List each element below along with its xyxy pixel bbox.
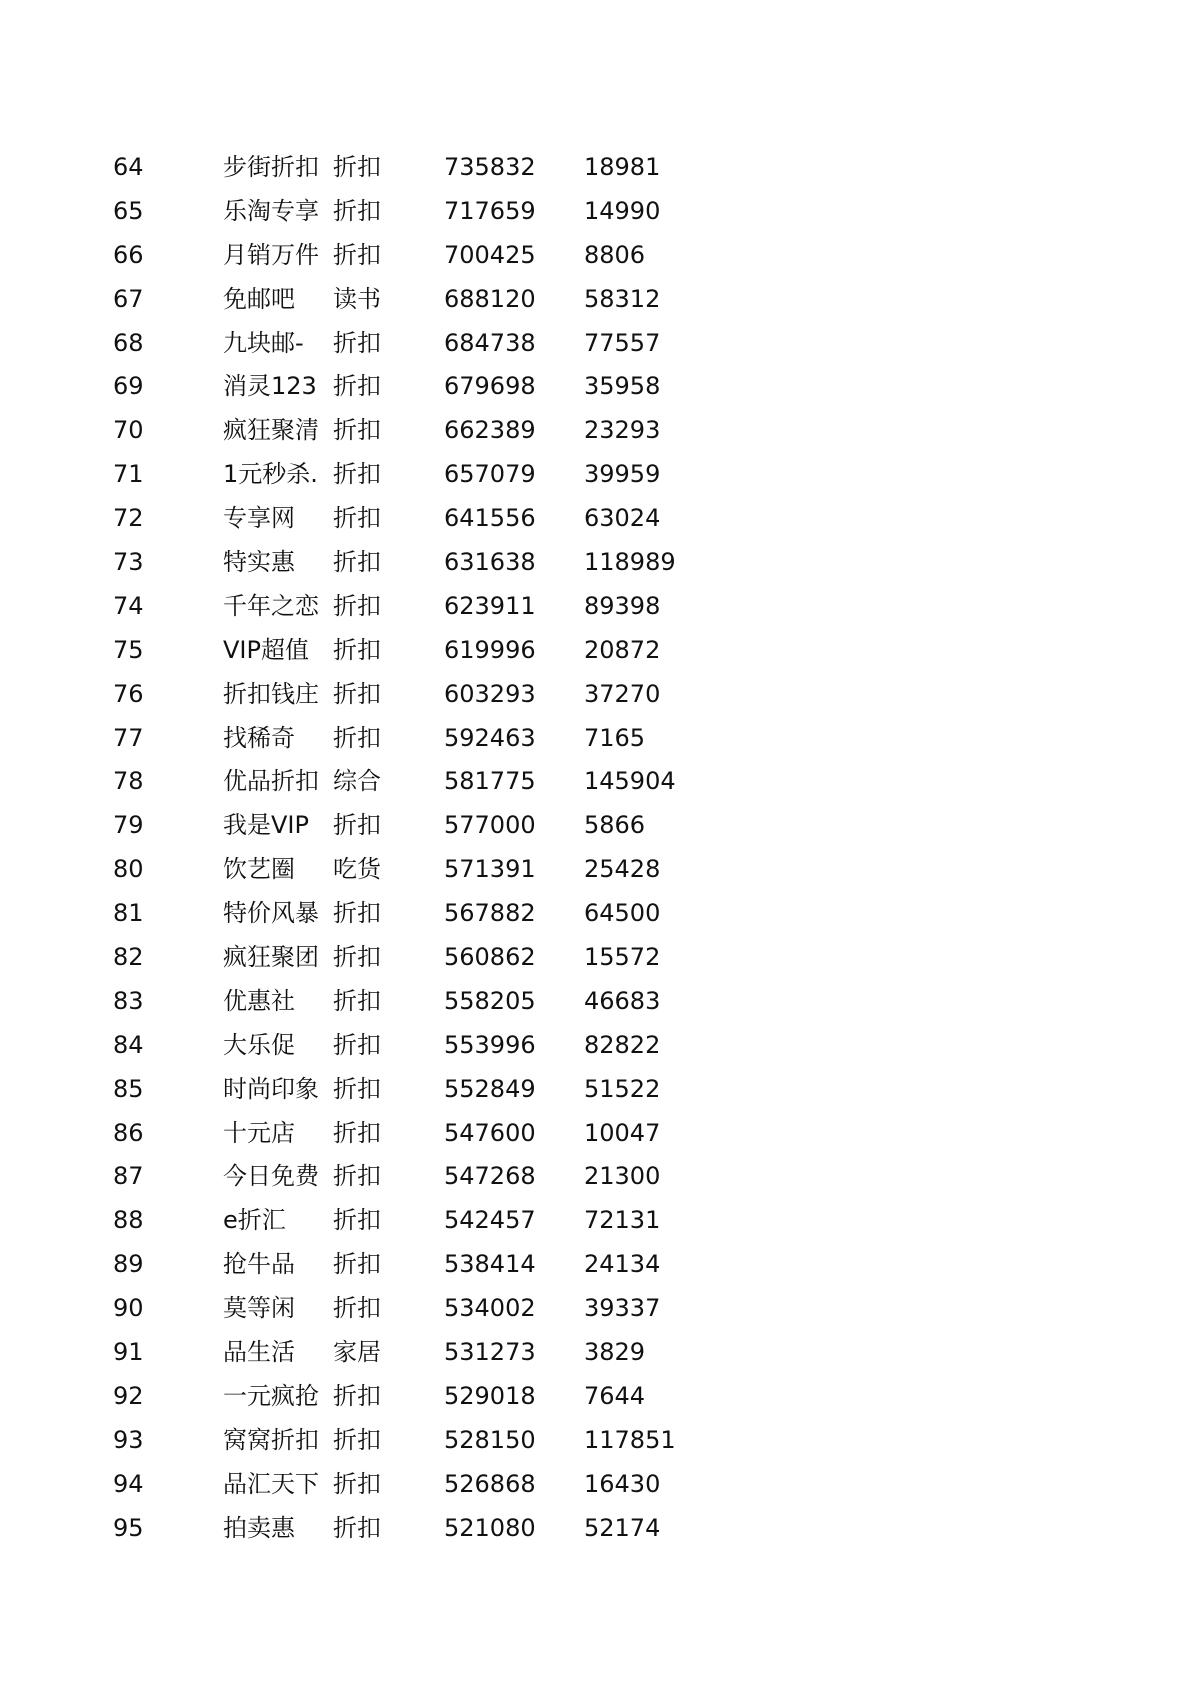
value1-cell: 552849 — [444, 1074, 536, 1103]
rank-cell: 94 — [113, 1469, 144, 1498]
name-cell: 特价风暴 — [223, 899, 319, 928]
table-row — [0, 979, 1200, 1023]
rank-cell: 80 — [113, 855, 144, 884]
table-row — [0, 1198, 1200, 1242]
table-row — [0, 496, 1200, 540]
value1-cell: 577000 — [444, 811, 536, 840]
value2-cell: 82822 — [584, 1030, 661, 1059]
category-cell: 折扣 — [333, 943, 381, 972]
rank-cell: 64 — [113, 153, 144, 181]
table-row — [0, 672, 1200, 716]
table-row — [0, 1067, 1200, 1111]
name-cell: 一元疯抢 — [223, 1381, 319, 1410]
value1-cell: 553996 — [444, 1030, 536, 1059]
value2-cell: 52174 — [584, 1513, 661, 1542]
table-row — [0, 1023, 1200, 1067]
value2-cell: 25428 — [584, 855, 661, 884]
value1-cell: 528150 — [444, 1425, 536, 1454]
rank-cell: 90 — [113, 1294, 144, 1323]
table-row — [0, 1374, 1200, 1418]
table-row — [0, 584, 1200, 628]
value1-cell: 534002 — [444, 1294, 536, 1323]
value2-cell: 18981 — [584, 153, 661, 181]
value2-cell: 63024 — [584, 504, 661, 533]
name-cell: 消灵123 — [223, 372, 317, 401]
value1-cell: 619996 — [444, 635, 536, 664]
value1-cell: 526868 — [444, 1469, 536, 1498]
category-cell: 折扣 — [333, 1469, 381, 1498]
category-cell: 折扣 — [333, 635, 381, 664]
value1-cell: 531273 — [444, 1338, 536, 1367]
rank-cell: 76 — [113, 679, 144, 708]
value1-cell: 547268 — [444, 1162, 536, 1191]
table-row — [0, 189, 1200, 233]
category-cell: 折扣 — [333, 153, 381, 181]
value1-cell: 581775 — [444, 767, 536, 796]
table-row — [0, 1462, 1200, 1506]
table-row — [0, 803, 1200, 847]
table-row — [0, 759, 1200, 803]
value2-cell: 118989 — [584, 548, 676, 577]
category-cell: 折扣 — [333, 811, 381, 840]
value2-cell: 39959 — [584, 460, 661, 489]
table-row — [0, 1330, 1200, 1374]
category-cell: 折扣 — [333, 328, 381, 357]
value2-cell: 24134 — [584, 1250, 661, 1279]
table-row — [0, 1154, 1200, 1198]
value2-cell: 58312 — [584, 284, 661, 313]
rank-cell: 83 — [113, 986, 144, 1015]
rank-cell: 81 — [113, 899, 144, 928]
name-cell: 1元秒杀. — [223, 460, 318, 489]
name-cell: 找稀奇 — [223, 723, 295, 752]
value1-cell: 571391 — [444, 855, 536, 884]
table-row — [0, 321, 1200, 365]
name-cell: 时尚印象 — [223, 1074, 319, 1103]
value1-cell: 623911 — [444, 591, 536, 620]
table-row — [0, 145, 1200, 189]
name-cell: 优惠社 — [223, 986, 295, 1015]
value1-cell: 592463 — [444, 723, 536, 752]
table-row — [0, 628, 1200, 672]
table-row — [0, 1111, 1200, 1155]
name-cell: 疯狂聚清 — [223, 416, 319, 445]
category-cell: 折扣 — [333, 372, 381, 401]
name-cell: 拍卖惠 — [223, 1513, 295, 1542]
rank-cell: 65 — [113, 196, 144, 225]
category-cell: 折扣 — [333, 591, 381, 620]
rank-cell: 72 — [113, 504, 144, 533]
value1-cell: 558205 — [444, 986, 536, 1015]
name-cell: 大乐促 — [223, 1030, 295, 1059]
category-cell: 折扣 — [333, 416, 381, 445]
rank-cell: 92 — [113, 1381, 144, 1410]
table-row — [0, 277, 1200, 321]
value1-cell: 700425 — [444, 240, 536, 269]
rank-cell: 93 — [113, 1425, 144, 1454]
name-cell: 优品折扣 — [223, 767, 319, 796]
value1-cell: 631638 — [444, 548, 536, 577]
table-row — [0, 540, 1200, 584]
rank-cell: 95 — [113, 1513, 144, 1542]
value1-cell: 538414 — [444, 1250, 536, 1279]
rank-cell: 73 — [113, 548, 144, 577]
category-cell: 折扣 — [333, 679, 381, 708]
category-cell: 折扣 — [333, 1250, 381, 1279]
category-cell: 折扣 — [333, 1381, 381, 1410]
rank-cell: 67 — [113, 284, 144, 313]
value1-cell: 529018 — [444, 1381, 536, 1410]
value2-cell: 21300 — [584, 1162, 661, 1191]
rank-cell: 68 — [113, 328, 144, 357]
rank-cell: 84 — [113, 1030, 144, 1059]
table-row — [0, 891, 1200, 935]
value1-cell: 542457 — [444, 1206, 536, 1235]
value1-cell: 688120 — [444, 284, 536, 313]
name-cell: 步街折扣 — [223, 153, 319, 181]
category-cell: 折扣 — [333, 1030, 381, 1059]
value2-cell: 8806 — [584, 240, 646, 269]
name-cell: VIP超值 — [223, 635, 309, 664]
name-cell: 疯狂聚团 — [223, 943, 319, 972]
value1-cell: 567882 — [444, 899, 536, 928]
category-cell: 折扣 — [333, 723, 381, 752]
table-row — [0, 935, 1200, 979]
value2-cell: 10047 — [584, 1118, 661, 1147]
category-cell: 折扣 — [333, 1206, 381, 1235]
value2-cell: 5866 — [584, 811, 646, 840]
table-row — [0, 1286, 1200, 1330]
rank-cell: 70 — [113, 416, 144, 445]
rank-cell: 74 — [113, 591, 144, 620]
name-cell: 我是VIP — [223, 811, 309, 840]
table-row — [0, 1242, 1200, 1286]
value1-cell: 717659 — [444, 196, 536, 225]
name-cell: e折汇 — [223, 1206, 286, 1235]
table-row — [0, 847, 1200, 891]
name-cell: 专享网 — [223, 504, 295, 533]
category-cell: 家居 — [333, 1338, 381, 1367]
name-cell: 折扣钱庄 — [223, 679, 319, 708]
category-cell: 折扣 — [333, 1074, 381, 1103]
data-table — [0, 145, 1200, 1550]
category-cell: 综合 — [333, 767, 381, 796]
name-cell: 十元店 — [223, 1118, 295, 1147]
category-cell: 折扣 — [333, 1162, 381, 1191]
rank-cell: 86 — [113, 1118, 144, 1147]
value1-cell: 679698 — [444, 372, 536, 401]
rank-cell: 75 — [113, 635, 144, 664]
value2-cell: 23293 — [584, 416, 661, 445]
rank-cell: 85 — [113, 1074, 144, 1103]
value2-cell: 7165 — [584, 723, 646, 752]
value2-cell: 46683 — [584, 986, 661, 1015]
category-cell: 折扣 — [333, 460, 381, 489]
value2-cell: 64500 — [584, 899, 661, 928]
table-row — [0, 408, 1200, 452]
value2-cell: 35958 — [584, 372, 661, 401]
value1-cell: 603293 — [444, 679, 536, 708]
name-cell: 品生活 — [223, 1338, 295, 1367]
table-row — [0, 452, 1200, 496]
rank-cell: 78 — [113, 767, 144, 796]
name-cell: 九块邮- — [223, 328, 304, 357]
table-row — [0, 716, 1200, 760]
rank-cell: 66 — [113, 240, 144, 269]
value2-cell: 15572 — [584, 943, 661, 972]
name-cell: 特实惠 — [223, 548, 295, 577]
value2-cell: 16430 — [584, 1469, 661, 1498]
category-cell: 折扣 — [333, 1425, 381, 1454]
name-cell: 饮艺圈 — [223, 855, 295, 884]
rank-cell: 89 — [113, 1250, 144, 1279]
value1-cell: 662389 — [444, 416, 536, 445]
category-cell: 折扣 — [333, 1294, 381, 1323]
value2-cell: 117851 — [584, 1425, 676, 1454]
rank-cell: 87 — [113, 1162, 144, 1191]
category-cell: 折扣 — [333, 986, 381, 1015]
rank-cell: 71 — [113, 460, 144, 489]
value2-cell: 3829 — [584, 1338, 646, 1367]
rank-cell: 69 — [113, 372, 144, 401]
table-row — [0, 1506, 1200, 1550]
table-row — [0, 233, 1200, 277]
value2-cell: 39337 — [584, 1294, 661, 1323]
rank-cell: 82 — [113, 943, 144, 972]
name-cell: 莫等闲 — [223, 1294, 295, 1323]
category-cell: 折扣 — [333, 548, 381, 577]
name-cell: 抢牛品 — [223, 1250, 295, 1279]
value1-cell: 735832 — [444, 153, 536, 181]
category-cell: 折扣 — [333, 1118, 381, 1147]
value2-cell: 51522 — [584, 1074, 661, 1103]
name-cell: 月销万件 — [223, 240, 319, 269]
name-cell: 免邮吧 — [223, 284, 295, 313]
value1-cell: 641556 — [444, 504, 536, 533]
value1-cell: 521080 — [444, 1513, 536, 1542]
rank-cell: 79 — [113, 811, 144, 840]
category-cell: 折扣 — [333, 196, 381, 225]
name-cell: 乐淘专享 — [223, 196, 319, 225]
name-cell: 千年之恋 — [223, 591, 319, 620]
name-cell: 窝窝折扣 — [223, 1425, 319, 1454]
value2-cell: 14990 — [584, 196, 661, 225]
value1-cell: 547600 — [444, 1118, 536, 1147]
value2-cell: 20872 — [584, 635, 661, 664]
table-row — [0, 1418, 1200, 1462]
value1-cell: 657079 — [444, 460, 536, 489]
category-cell: 折扣 — [333, 1513, 381, 1542]
category-cell: 读书 — [333, 284, 381, 313]
value2-cell: 145904 — [584, 767, 676, 796]
rank-cell: 88 — [113, 1206, 144, 1235]
value2-cell: 7644 — [584, 1381, 646, 1410]
table-row — [0, 364, 1200, 408]
name-cell: 品汇天下 — [223, 1469, 319, 1498]
value2-cell: 37270 — [584, 679, 661, 708]
value1-cell: 684738 — [444, 328, 536, 357]
value2-cell: 72131 — [584, 1206, 661, 1235]
category-cell: 折扣 — [333, 504, 381, 533]
category-cell: 折扣 — [333, 240, 381, 269]
rank-cell: 91 — [113, 1338, 144, 1367]
rank-cell: 77 — [113, 723, 144, 752]
category-cell: 吃货 — [333, 855, 381, 884]
value1-cell: 560862 — [444, 943, 536, 972]
category-cell: 折扣 — [333, 899, 381, 928]
name-cell: 今日免费 — [223, 1162, 319, 1191]
value2-cell: 89398 — [584, 591, 661, 620]
value2-cell: 77557 — [584, 328, 661, 357]
